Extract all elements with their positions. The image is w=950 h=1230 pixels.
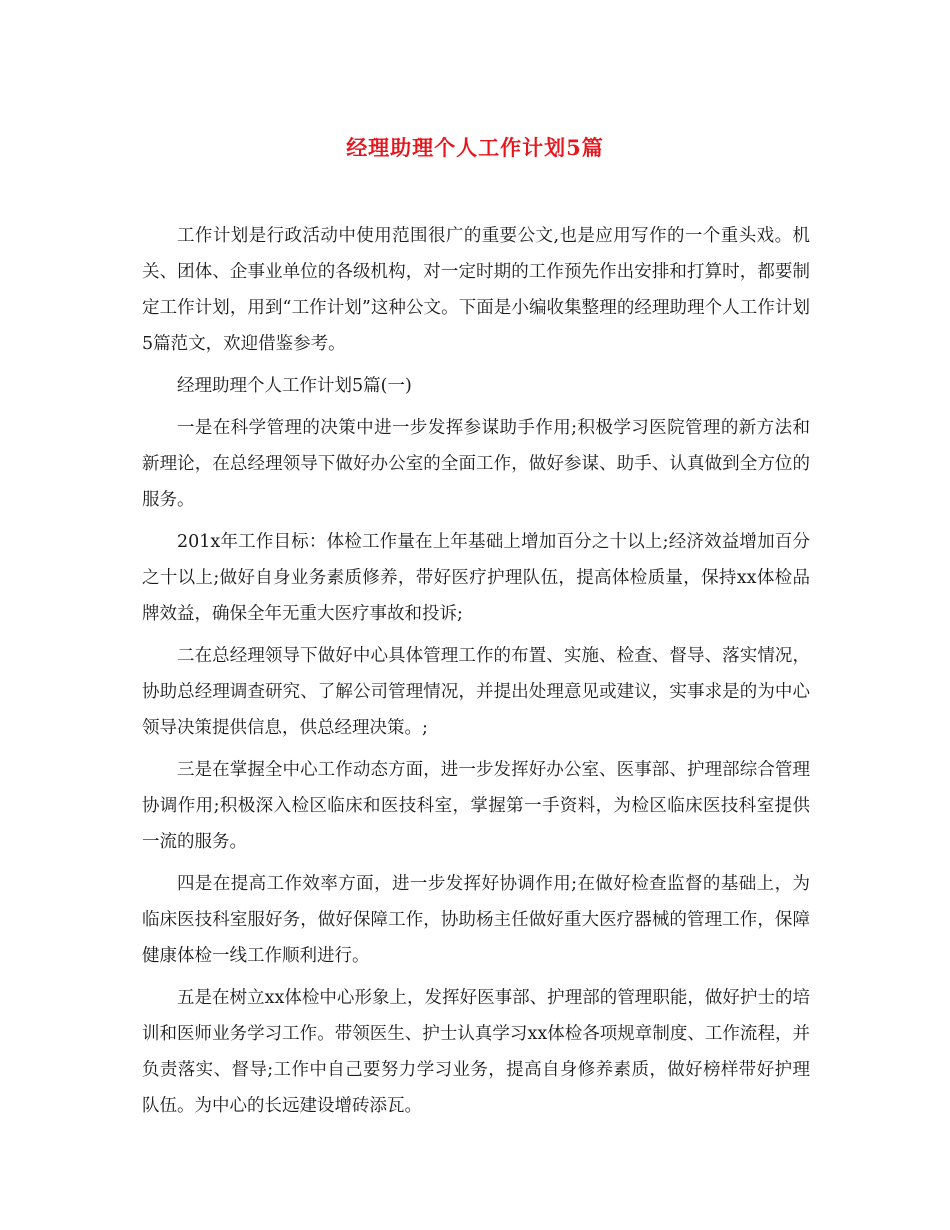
- section-heading: 经理助理个人工作计划5篇(一): [177, 376, 412, 396]
- paragraph-item: 四是在提高工作效率方面，进一步发挥好协调作用;在做好检查监督的基础上，为临床医技科室服好务，做好保障工作，协助杨主任做好重大医疗器械的管理工作，保障健康体检一线工作顺利进行。: [142, 874, 810, 966]
- paragraph-item: 五是在树立xx体检中心形象上，发挥好医事部、护理部的管理职能，做好护士的培训和医师业务学习工作。带领医生、护士认真学习xx体检各项规章制度、工作流程，并负责落实、督导;工作中自己要努力学习业务，提高自身修养素质，做好榜样带好护理队伍。为中心的长远建设增砖添瓦。: [142, 988, 810, 1116]
- paragraph-item: 二在总经理领导下做好中心具体管理工作的布置、实施、检查、督导、落实情况，协助总经理调查研究、了解公司管理情况，并提出处理意见或建议，实事求是的为中心领导决策提供信息，供总经理决策。;: [142, 646, 810, 738]
- paragraph-item: 三是在掌握全中心工作动态方面，进一步发挥好办公室、医事部、护理部综合管理协调作用;积极深入检区临床和医技科室，掌握第一手资料，为检区临床医技科室提供一流的服务。: [142, 760, 810, 852]
- paragraph-item: 一是在科学管理的决策中进一步发挥参谋助手作用;积极学习医院管理的新方法和新理论，在总经理领导下做好办公室的全面工作，做好参谋、助手、认真做到全方位的服务。: [142, 418, 810, 510]
- paragraph-intro: 工作计划是行政活动中使用范围很广的重要公文,也是应用写作的一个重头戏。机关、团体、企事业单位的各级机构，对一定时期的工作预先作出安排和打算时，都要制定工作计划，用到“工作计划”这种公文。下面是小编收集整理的经理助理个人工作计划5篇范文，欢迎借鉴参考。: [142, 226, 810, 354]
- document-title: 经理助理个人工作计划5篇: [346, 135, 604, 160]
- paragraph-item: 201x年工作目标：体检工作量在上年基础上增加百分之十以上;经济效益增加百分之十以上;做好自身业务素质修养，带好医疗护理队伍，提高体检质量，保持xx体检品牌效益，确保全年无重大医疗事故和投诉;: [142, 532, 810, 624]
- document-body: [142, 218, 810, 1130]
